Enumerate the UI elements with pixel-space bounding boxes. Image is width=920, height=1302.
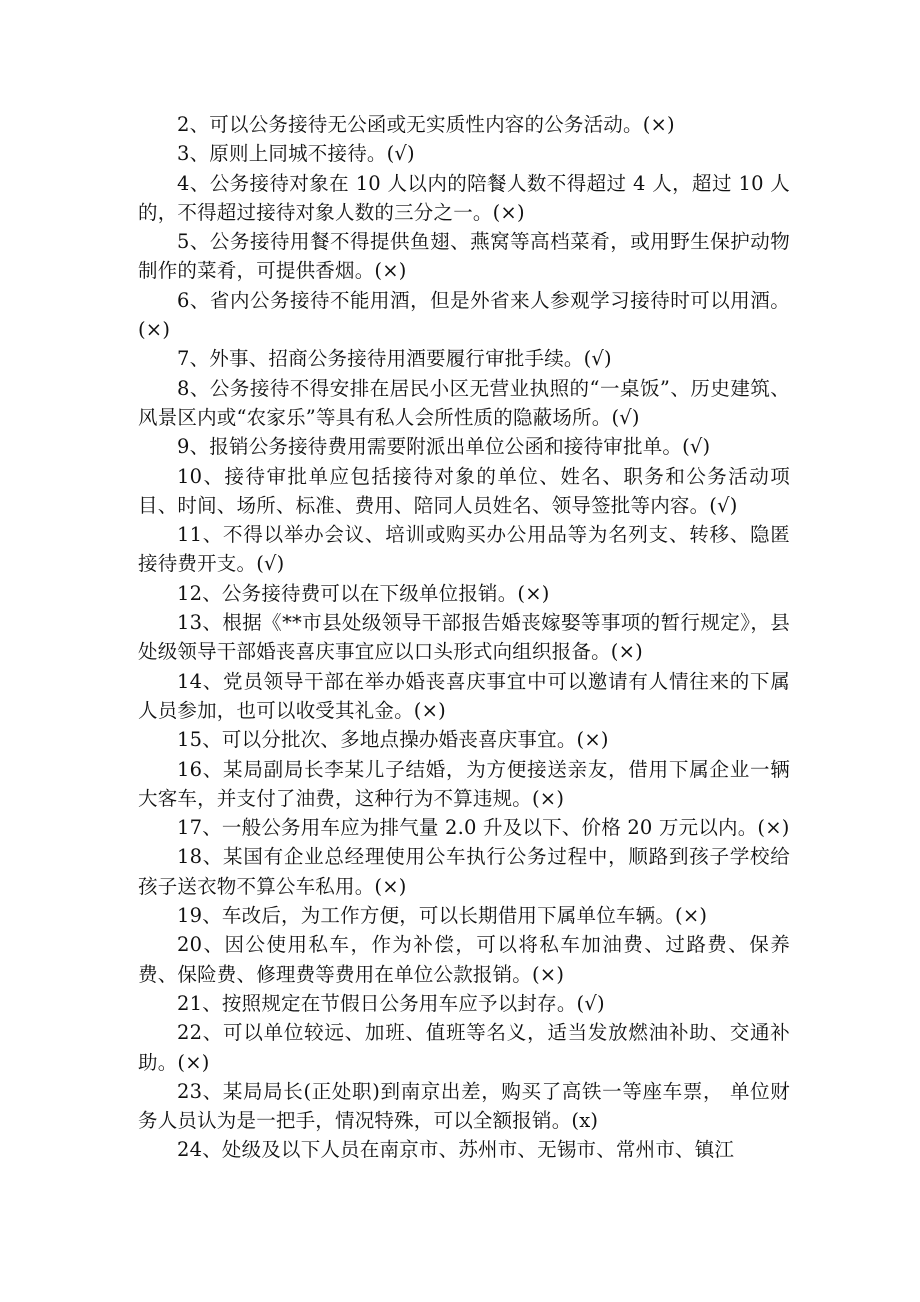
- question-item: 24、处级及以下人员在南京市、苏州市、无锡市、常州市、镇江: [177, 1138, 735, 1162]
- question-item: 16、某局副局长李某儿子结婚，为方便接送亲友，借用下属企业一辆大客车，并支付了油费，这种行为不算违规。(×): [138, 757, 790, 810]
- question-item: 15、可以分批次、多地点操办婚丧喜庆事宜。(×): [177, 728, 609, 752]
- question-item: 3、原则上同城不接待。(√): [177, 142, 415, 166]
- question-item: 23、某局局长(正处职)到南京出差，购买了高铁一等座车票， 单位财务人员认为是一把手，情况特殊，可以全额报销。(x): [138, 1079, 790, 1133]
- question-item: 9、报销公务接待费用需要附派出单位公函和接待审批单。(√): [177, 435, 711, 459]
- question-item: 10、接待审批单应包括接待对象的单位、姓名、职务和公务活动项目、时间、场所、标准、费用、陪同人员姓名、领导签批等内容。(√): [138, 464, 790, 517]
- question-item: 14、党员领导干部在举办婚丧喜庆事宜中可以邀请有人情往来的下属人员参加，也可以收受其礼金。(×): [138, 669, 790, 722]
- question-item: 8、公务接待不得安排在居民小区无营业执照的“一桌饭”、历史建筑、风景区内或“农家乐”等具有私人会所性质的隐蔽场所。(√): [138, 376, 790, 429]
- question-item: 20、因公使用私车，作为补偿，可以将私车加油费、过路费、保养费、保险费、修理费等费用在单位公款报销。(×): [138, 933, 790, 986]
- document-body: [138, 110, 790, 1165]
- question-item: 4、公务接待对象在 10 人以内的陪餐人数不得超过 4 人，超过 10 人的，不得超过接待对象人数的三分之一。(×): [138, 171, 790, 224]
- question-item: 17、一般公务用车应为排气量 2.0 升及以下、价格 20 万元以内。(×): [177, 816, 790, 840]
- question-item: 18、某国有企业总经理使用公车执行公务过程中，顺路到孩子学校给孩子送衣物不算公车私用。(×): [138, 845, 790, 898]
- question-item: 13、根据《**市县处级领导干部报告婚丧嫁娶等事项的暂行规定》，县处级领导干部婚丧喜庆事宜应以口头形式向组织报备。(×): [138, 611, 790, 664]
- question-item: 7、外事、招商公务接待用酒要履行审批手续。(√): [177, 347, 612, 371]
- question-item: 2、可以公务接待无公函或无实质性内容的公务活动。(×): [177, 113, 675, 136]
- question-item: 21、按照规定在节假日公务用车应予以封存。(√): [177, 991, 605, 1015]
- question-item: 6、省内公务接待不能用酒，但是外省来人参观学习接待时可以用酒。(×): [138, 288, 790, 342]
- question-item: 22、可以单位较远、加班、值班等名义，适当发放燃油补助、交通补助。(×): [138, 1021, 790, 1074]
- question-item: 12、公务接待费可以在下级单位报销。(×): [177, 581, 550, 605]
- question-item: 19、车改后，为工作方便，可以长期借用下属单位车辆。(×): [177, 904, 708, 928]
- question-item: 11、不得以举办会议、培训或购买办公用品等为名列支、转移、隐匿接待费开支。(√): [138, 523, 790, 576]
- question-item: 5、公务接待用餐不得提供鱼翅、燕窝等高档菜肴，或用野生保护动物制作的菜肴，可提供香烟。(×): [138, 230, 790, 283]
